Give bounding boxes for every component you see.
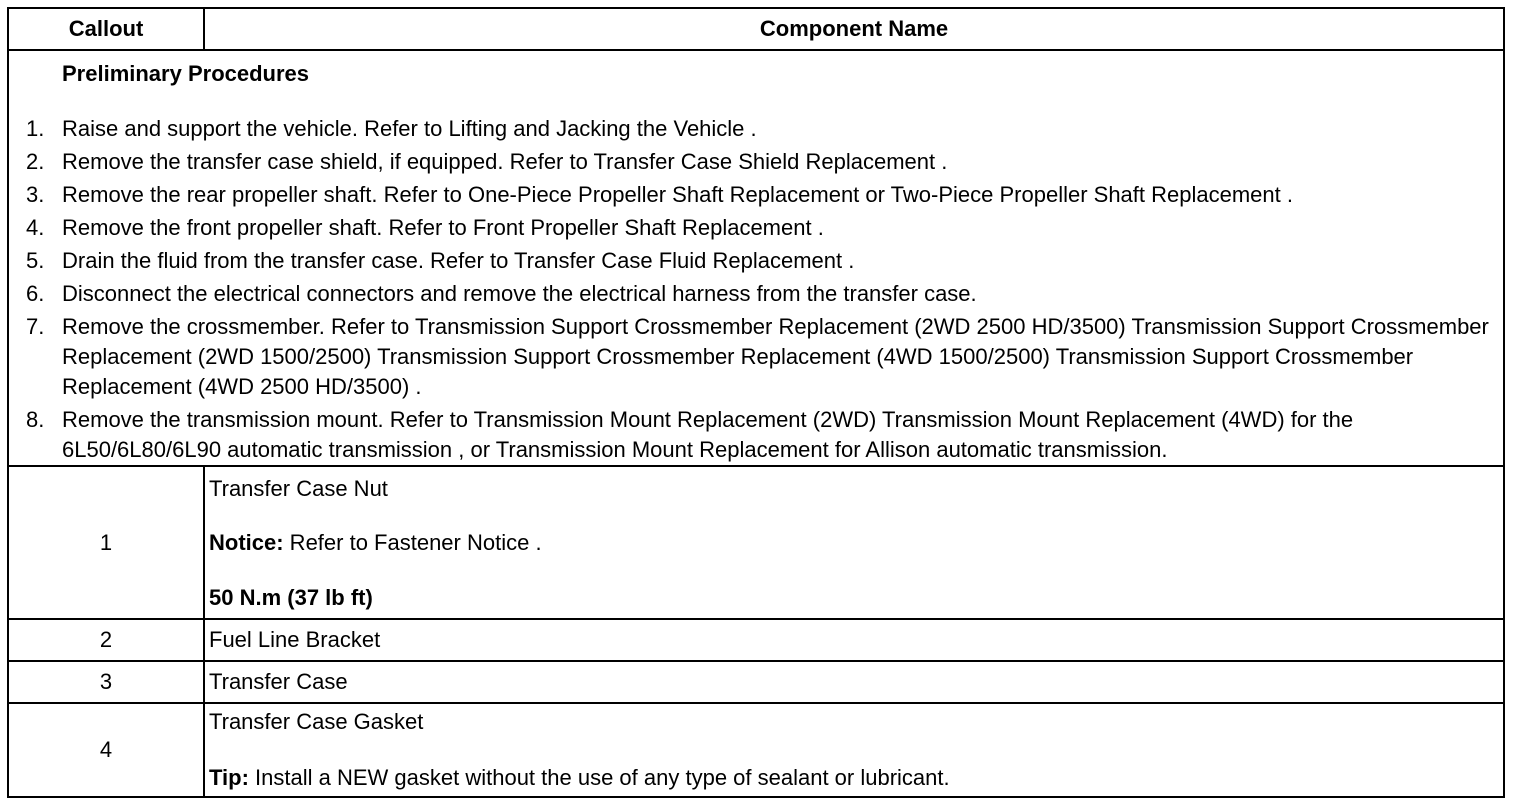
step-number: 7. [26,314,45,339]
step-text: Remove the transfer case shield, if equipped. Refer to Transfer Case Shield Replacement . [62,149,948,174]
step-text: Remove the front propeller shaft. Refer to Front Propeller Shaft Replacement . [62,215,824,240]
torque-spec: 50 N.m (37 lb ft) [209,585,373,610]
step-number: 5. [26,248,45,273]
table-row [9,620,1503,662]
step-number: 4. [26,215,45,240]
callout-cell: 3 [9,662,205,702]
callout-cell: 1 [9,467,205,618]
step-number: 6. [26,281,45,306]
procedure-step [9,405,1493,465]
component-table [7,7,1505,798]
callout-cell: 2 [9,620,205,660]
table-row [9,467,1503,620]
tip-label: Tip: [209,765,249,790]
step-number: 1. [26,116,45,141]
procedure-step [9,312,1493,402]
tip-text: Install a NEW gasket without the use of any type of sealant or lubricant. [248,765,950,790]
notice-line [209,530,542,556]
component-name: Transfer Case [209,669,348,694]
procedure-step [9,147,1493,177]
table-row [9,662,1503,704]
procedure-step [9,213,1493,243]
step-text: Remove the transmission mount. Refer to Transmission Mount Replacement (2WD) Transmission Mount Replacement (4WD) for the 6L50/6L80/6L90 automatic transmission , or Transmission Mount Replacement for Allison automatic transmission. [62,407,1354,462]
preliminary-procedures [9,51,1503,467]
table-header [9,9,1503,51]
notice-text: Refer to Fastener Notice . [283,530,542,555]
component-name: Transfer Case Gasket [209,709,424,734]
procedure-step [9,246,1493,276]
step-number: 3. [26,182,45,207]
tip-line [209,765,950,791]
step-text: Drain the fluid from the transfer case. Refer to Transfer Case Fluid Replacement . [62,248,855,273]
notice-label: Notice: [209,530,284,555]
procedure-step [9,114,1493,144]
procedure-step [9,279,1493,309]
step-number: 8. [26,407,45,432]
step-text: Raise and support the vehicle. Refer to Lifting and Jacking the Vehicle . [62,116,757,141]
procedure-step [9,180,1493,210]
component-name: Fuel Line Bracket [209,627,381,652]
callout-cell: 4 [9,704,205,796]
step-text: Remove the crossmember. Refer to Transmission Support Crossmember Replacement (2WD 2500 HD/3500) Transmission Support Crossmember Replacement (2WD 1500/2500) Transmission Support Crossmember Replacement (4WD 1500/2500) Transmission Support Crossmember Replacement (4WD 2500 HD/3500) . [62,314,1489,399]
component-name: Transfer Case Nut [209,476,388,501]
preliminary-title: Preliminary Procedures [62,61,310,86]
step-text: Disconnect the electrical connectors and remove the electrical harness from the transfer case. [62,281,977,306]
procedure-steps [9,114,1493,468]
step-text: Remove the rear propeller shaft. Refer to One-Piece Propeller Shaft Replacement or Two-Piece Propeller Shaft Replacement . [62,182,1293,207]
table-row [9,704,1503,796]
component-name-header: Component Name [759,16,949,41]
step-number: 2. [26,149,45,174]
callout-header: Callout [9,9,205,49]
